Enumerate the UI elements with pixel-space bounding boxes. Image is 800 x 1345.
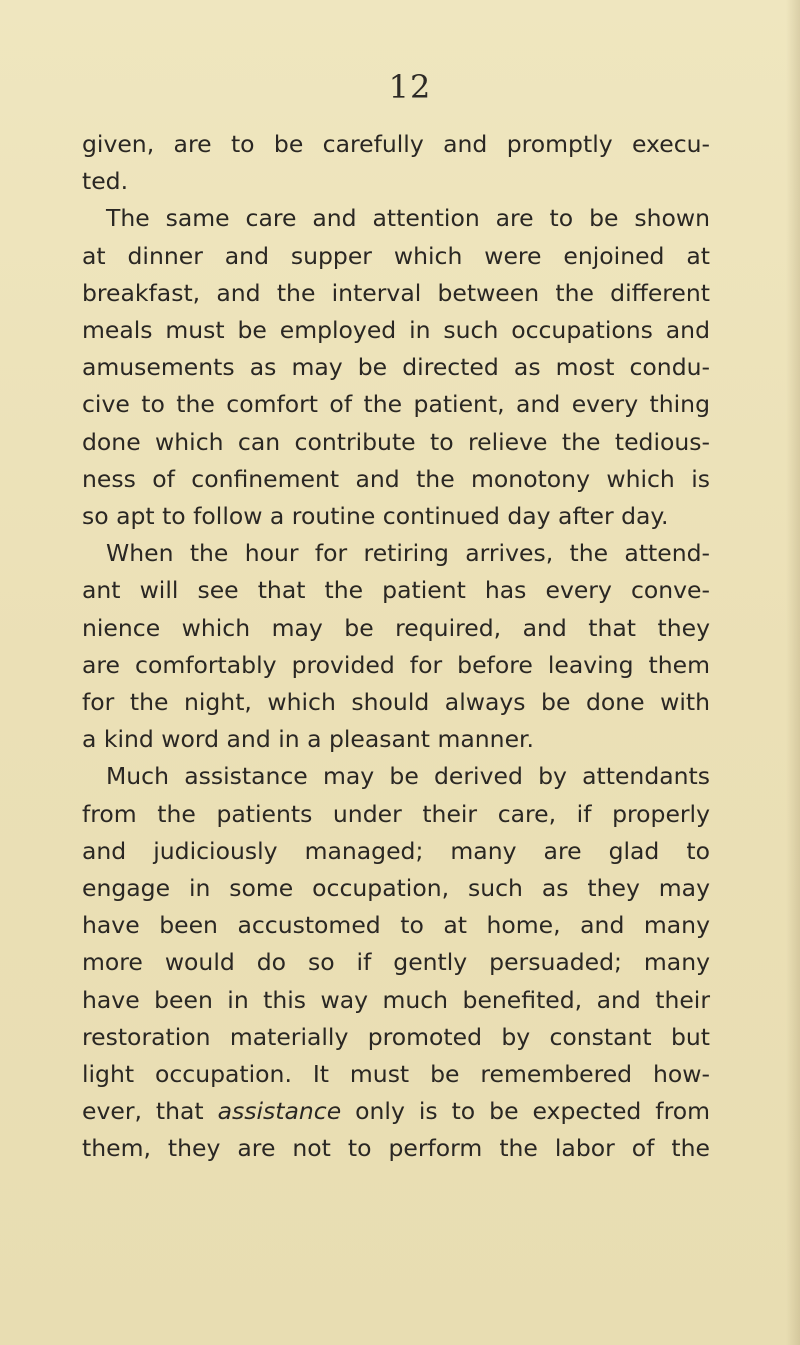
text-line: from the patients under their care, if properly <box>82 799 710 828</box>
page-edge-shadow <box>786 0 800 1345</box>
text-line: Much assistance may be derived by attendants <box>106 762 710 791</box>
page-number: 12 <box>388 68 432 106</box>
text-line: ness of confinement and the monotony which is <box>82 464 710 493</box>
text-line: nience which may be required, and that they <box>82 613 710 642</box>
emphasized-word: assistance <box>217 1097 342 1126</box>
text-line: for the night, which should always be done with <box>82 688 710 717</box>
text-line: engage in some occupation, such as they may <box>82 874 710 903</box>
text-line: cive to the comfort of the patient, and every thing <box>82 390 710 419</box>
text-line: a kind word and in a pleasant manner. <box>82 725 535 754</box>
text-fragment: only is to be expected from <box>341 1097 710 1126</box>
text-fragment: ever, that <box>82 1097 218 1126</box>
text-line: so apt to follow a routine continued day after day. <box>82 502 669 531</box>
text-line: ted. <box>82 167 129 196</box>
text-line: restoration materially promoted by constant but <box>82 1022 710 1051</box>
text-line-emphasis <box>82 1093 710 1130</box>
text-line: have been in this way much benefited, and their <box>82 985 710 1014</box>
text-line: them, they are not to perform the labor of the <box>82 1134 710 1163</box>
text-line: at dinner and supper which were enjoined at <box>82 241 710 270</box>
text-line: done which can contribute to relieve the tedious- <box>82 427 710 456</box>
text-line: amusements as may be directed as most condu- <box>82 353 710 382</box>
text-line: are comfortably provided for before leaving them <box>82 650 710 679</box>
text-line: light occupation. It must be remembered how- <box>82 1060 710 1089</box>
text-line: ant will see that the patient has every conve- <box>82 576 710 605</box>
text-line: The same care and attention are to be shown <box>106 204 710 233</box>
text-line: more would do so if gently persuaded; many <box>82 948 710 977</box>
body-text <box>82 126 710 1168</box>
text-line: given, are to be carefully and promptly execu- <box>82 130 710 158</box>
text-line: breakfast, and the interval between the different <box>82 278 710 307</box>
text-line: meals must be employed in such occupations and <box>82 316 710 345</box>
text-line: have been accustomed to at home, and many <box>82 911 710 940</box>
text-line: and judiciously managed; many are glad to <box>82 836 710 865</box>
text-line: When the hour for retiring arrives, the attend- <box>106 539 710 568</box>
